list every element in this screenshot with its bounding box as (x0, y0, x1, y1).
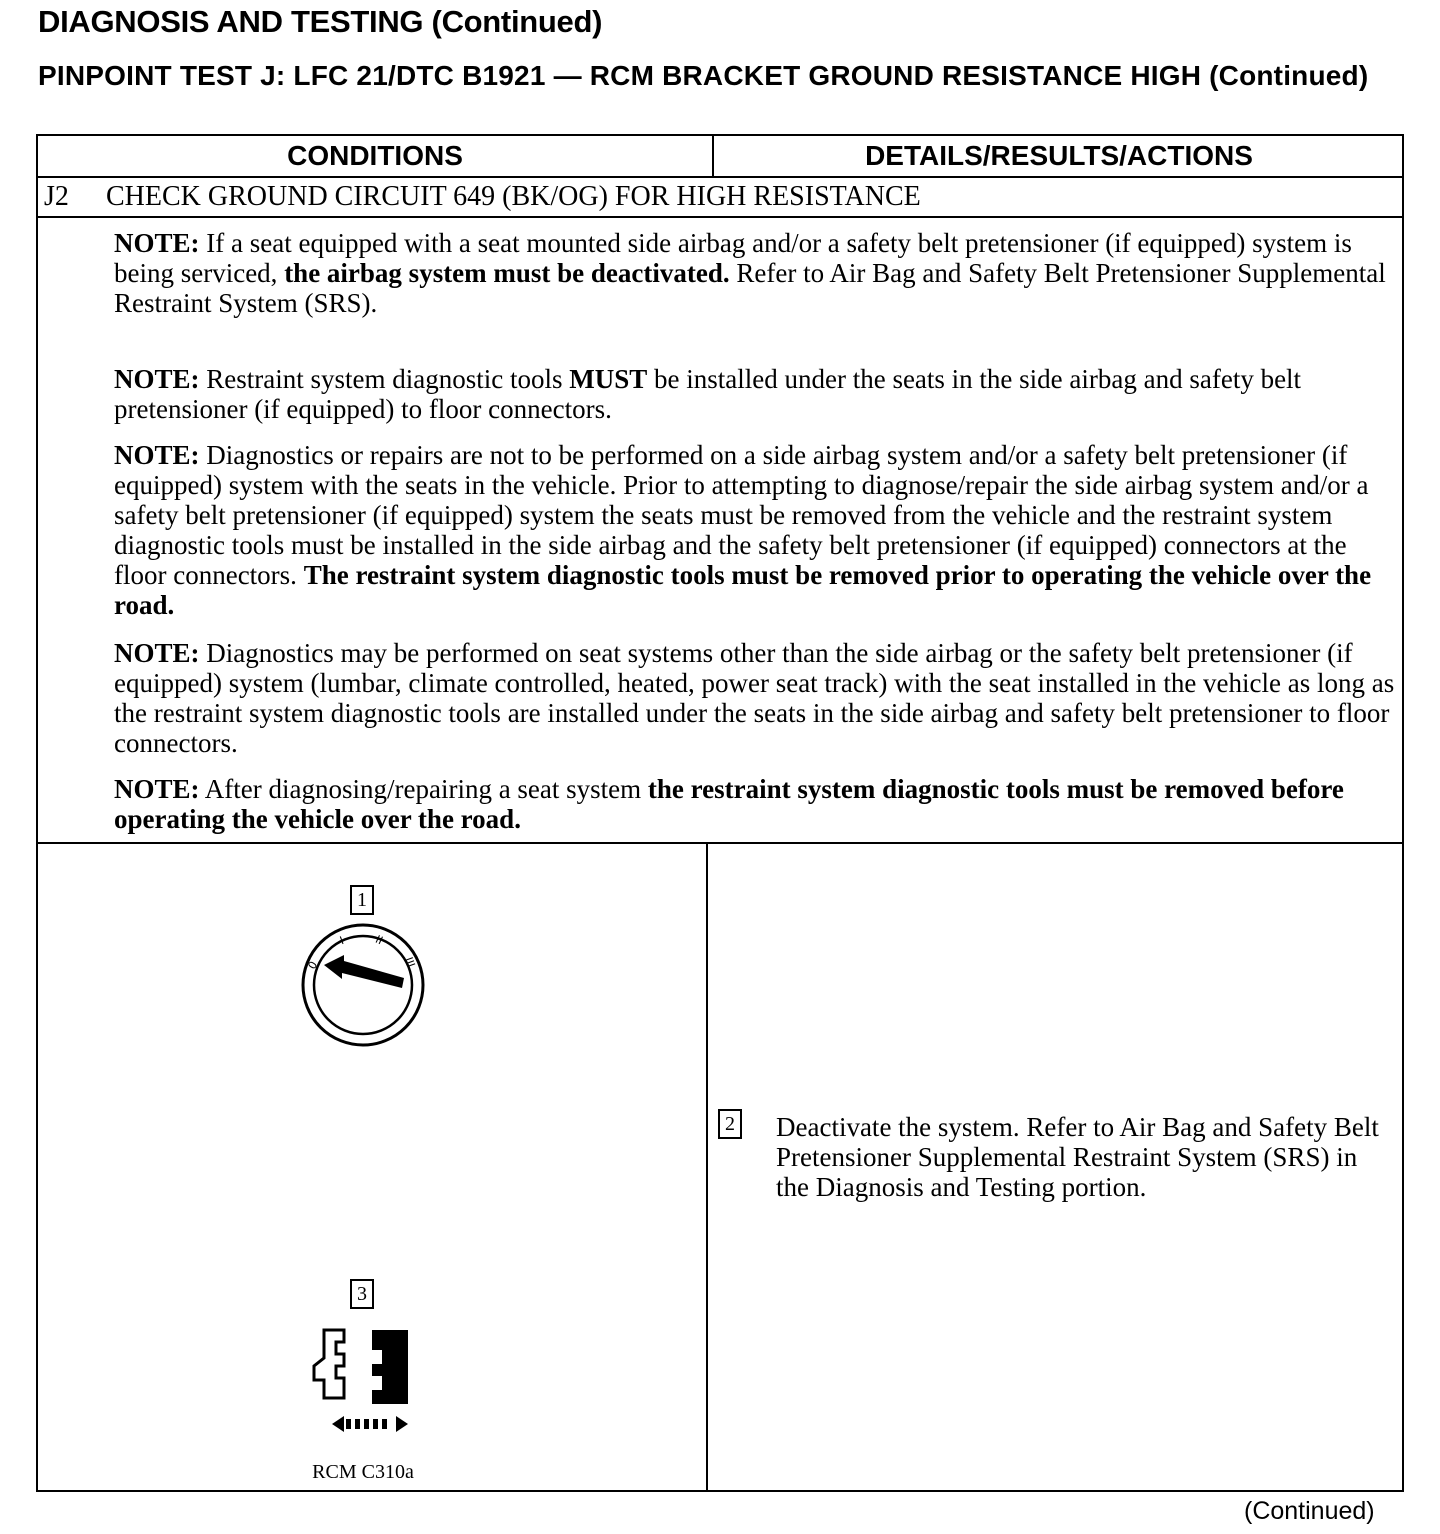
callout-3: 3 (350, 1279, 374, 1309)
svg-text:III: III (401, 955, 418, 970)
column-divider (706, 842, 708, 1492)
pinpoint-test-title: PINPOINT TEST J: LFC 21/DTC B1921 — RCM BRACKET GROUND RESISTANCE HIGH (Continued) (38, 60, 1369, 91)
column-header-details: DETAILS/RESULTS/ACTIONS (865, 140, 1253, 171)
note-label: NOTE: (114, 364, 200, 394)
connector-disconnect-icon (296, 1320, 426, 1440)
column-header-conditions: CONDITIONS (38, 136, 714, 176)
svg-text:II: II (373, 932, 385, 948)
note-text: Restraint system diagnostic tools (199, 364, 570, 394)
note-text: Diagnostics may be performed on seat systems other than the side airbag or the safety belt pretensioner (if equipped) system (lumbar, climate controlled, heated, power seat track) with the seat installed in the vehicle as long as the restraint system diagnostic tools are installed under the seats in the side airbag and safety belt pretensioner to floor connectors. (114, 638, 1395, 758)
note-emphasis: the airbag system must be deactivated. (284, 258, 730, 288)
connector-label: RCM C310a (312, 1461, 414, 1483)
svg-text:0: 0 (305, 959, 321, 972)
ignition-switch-icon (300, 922, 426, 1048)
page-header: DIAGNOSIS AND TESTING (Continued) (38, 4, 603, 39)
action-step-text: Deactivate the system. Refer to Air Bag and Safety Belt Pretensioner Supplemental Restraint System (SRS) in the Diagnosis and Testing portion. (776, 1112, 1379, 1202)
note-emphasis: the restraint system diagnostic tools must be removed before operating the vehicle over the road. (114, 774, 1344, 834)
note-text: be installed under the seats in the side airbag and safety belt pretensioner (if equipped) to floor connectors. (114, 364, 1302, 424)
note-item (114, 774, 1404, 834)
note-text: Diagnostics or repairs are not to be performed on a side airbag system and/or a safety belt pretensioner (if equipped) system with the seats in the vehicle. Prior to attempting to diagnose/repair the side airbag system and/or a safety belt pretensioner (if equipped) system the seats must be removed from the vehicle and the restraint system diagnostic tools must be installed in the side airbag and the safety belt pretensioner (if equipped) connectors at the floor connectors. (114, 440, 1369, 590)
note-label: NOTE: (114, 440, 200, 470)
note-emphasis: MUST (569, 364, 648, 394)
note-label: NOTE: (114, 638, 200, 668)
note-label: NOTE: (114, 774, 200, 804)
pinpoint-test-table (36, 134, 1404, 1492)
callout-2: 2 (718, 1109, 742, 1139)
continued-footer: (Continued) (1244, 1497, 1375, 1525)
step-id: J2 (44, 181, 69, 212)
note-item (114, 638, 1404, 758)
note-label: NOTE: (114, 228, 200, 258)
table-header-row (38, 136, 1402, 178)
note-item (114, 228, 1404, 318)
step-title: CHECK GROUND CIRCUIT 649 (BK/OG) FOR HIGH RESISTANCE (106, 181, 921, 212)
note-text: If a seat equipped with a seat mounted side airbag and/or a safety belt pretensioner (if equipped) system is being serviced, (114, 228, 1352, 288)
note-item (114, 364, 1404, 424)
note-text: After diagnosing/repairing a seat system (199, 774, 648, 804)
svg-text:I: I (338, 933, 346, 948)
callout-1: 1 (350, 885, 374, 915)
step-row (38, 178, 1402, 218)
note-item (114, 440, 1404, 620)
note-emphasis: The restraint system diagnostic tools must be removed prior to operating the vehicle over the road. (114, 560, 1372, 620)
note-text: Refer to Air Bag and Safety Belt Pretensioner Supplemental Restraint System (SRS). (114, 258, 1386, 318)
notes-section (38, 218, 1402, 844)
